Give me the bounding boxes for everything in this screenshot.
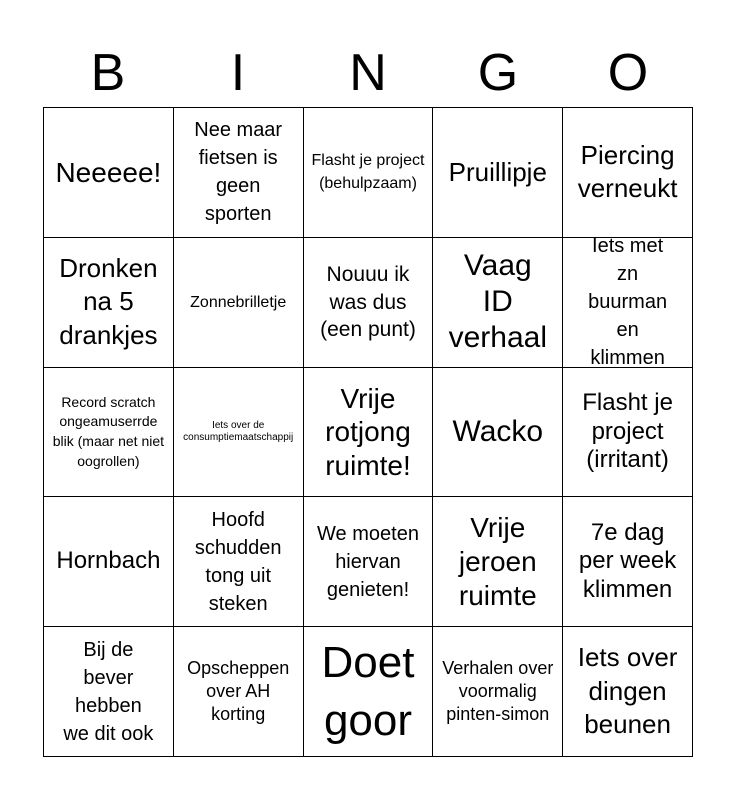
bingo-cell[interactable]: We moeten hiervan genieten! [304, 497, 434, 627]
bingo-cell[interactable]: Zonnebrilletje [174, 238, 304, 368]
bingo-cell[interactable]: Dronken na 5 drankjes [44, 238, 174, 368]
bingo-cell[interactable]: Opscheppen over AH korting [174, 627, 304, 757]
header-letter-g: G [477, 44, 519, 102]
bingo-cell[interactable]: Iets over dingen beunen [563, 627, 693, 757]
bingo-header [43, 42, 693, 104]
bingo-cell[interactable]: Pruillipje [433, 108, 563, 238]
bingo-cell[interactable]: Hoofd schudden tong uit steken [174, 497, 304, 627]
bingo-cell[interactable]: 7e dag per week klimmen [563, 497, 693, 627]
header-letter-b: B [90, 44, 126, 102]
bingo-cell[interactable]: Doet goor [304, 627, 434, 757]
bingo-cell[interactable]: Iets over de consumptiemaatschappij [174, 368, 304, 498]
bingo-cell[interactable]: Vaag ID verhaal [433, 238, 563, 368]
bingo-cell[interactable]: Verhalen over voormalig pinten-simon [433, 627, 563, 757]
bingo-cell[interactable]: Record scratch ongeamuserrde blik (maar net niet oogrollen) [44, 368, 174, 498]
bingo-cell[interactable]: Piercing verneukt [563, 108, 693, 238]
bingo-cell[interactable]: Vrije jeroen ruimte [433, 497, 563, 627]
bingo-cell[interactable]: Nouuu ik was dus (een punt) [304, 238, 434, 368]
bingo-cell[interactable]: Nee maar fietsen is geen sporten [174, 108, 304, 238]
bingo-cell[interactable]: Flasht je project (behulpzaam) [304, 108, 434, 238]
bingo-cell[interactable]: Iets met zn buurman en klimmen [563, 238, 693, 368]
bingo-cell[interactable]: Hornbach [44, 497, 174, 627]
bingo-board [43, 107, 693, 757]
bingo-cell[interactable]: Wacko [433, 368, 563, 498]
header-letter-i: I [230, 44, 246, 102]
bingo-cell[interactable]: Flasht je project (irritant) [563, 368, 693, 498]
header-letter-o: O [607, 44, 649, 102]
bingo-cell[interactable]: Vrije rotjong ruimte! [304, 368, 434, 498]
bingo-cell[interactable]: Bij de bever hebben we dit ook [44, 627, 174, 757]
header-letter-n: N [349, 44, 387, 102]
bingo-cell[interactable]: Neeeee! [44, 108, 174, 238]
